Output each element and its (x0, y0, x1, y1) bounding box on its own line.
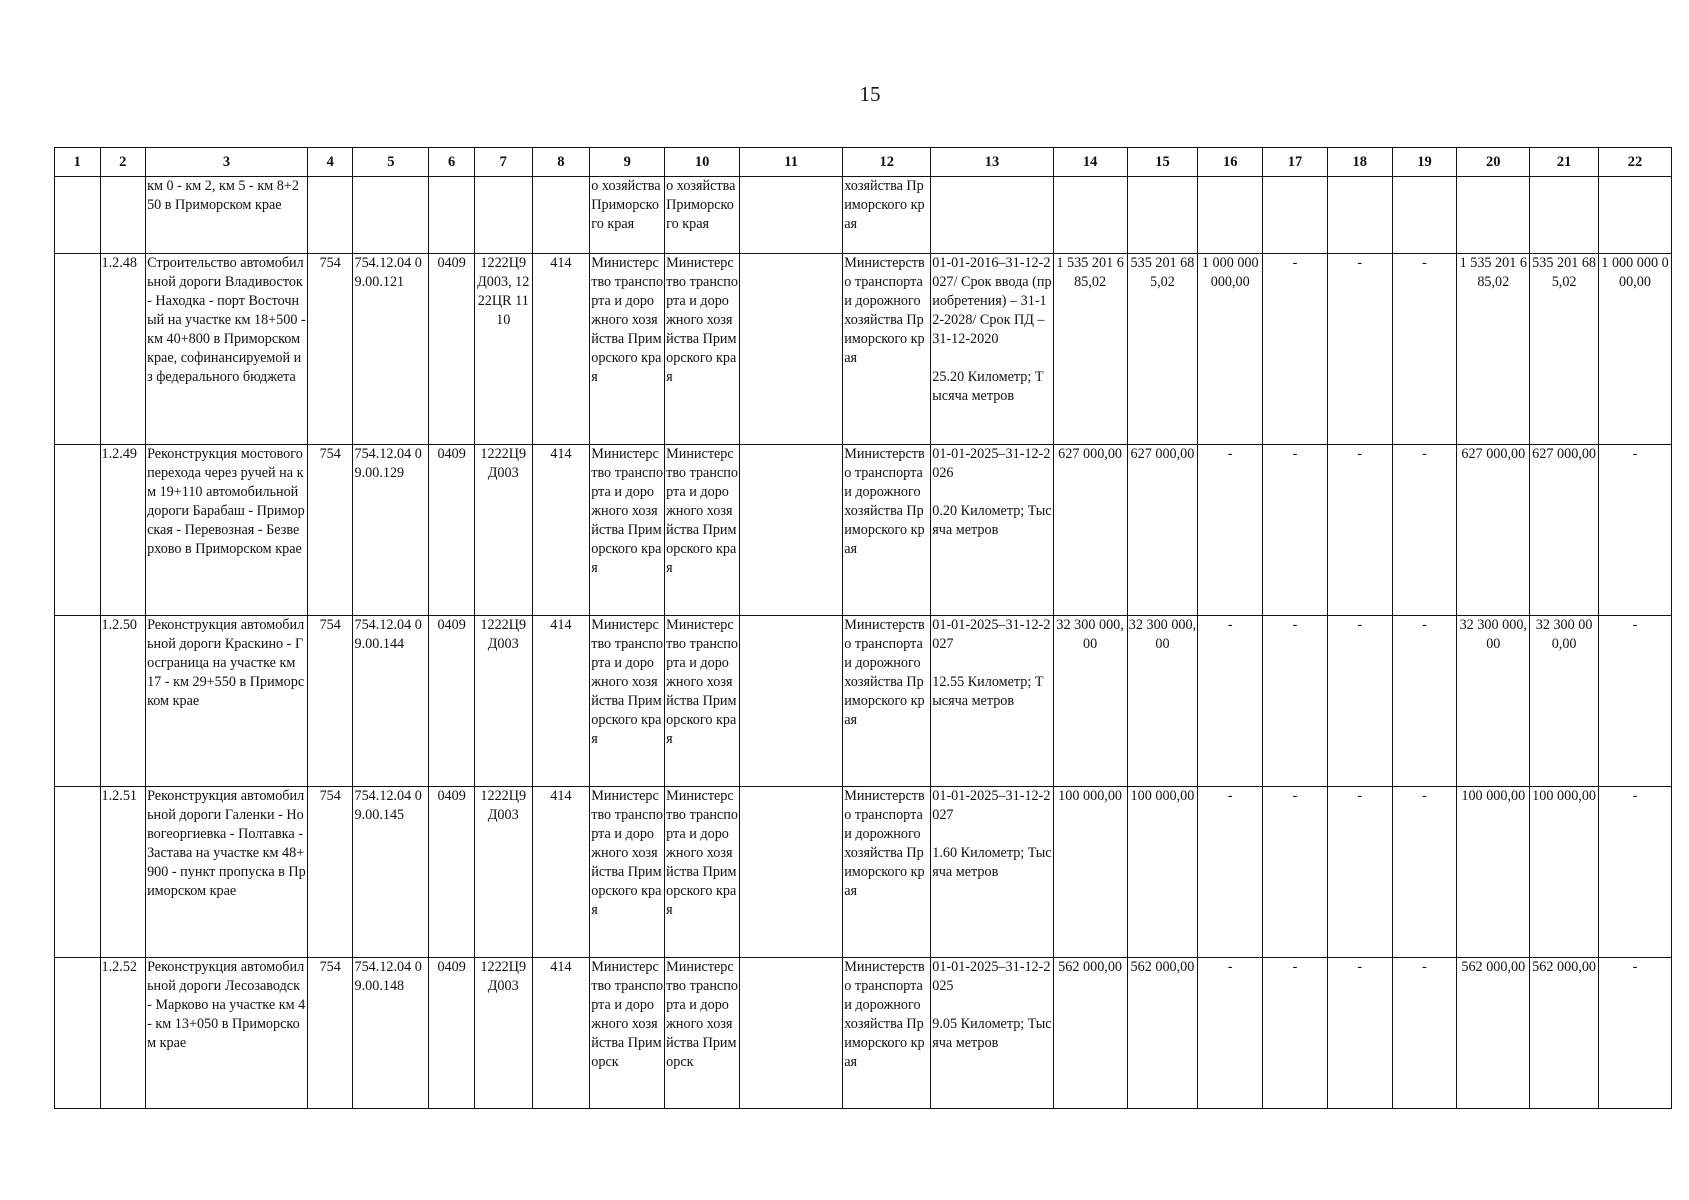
capacity: 0.20 Километр; Тысяча метров (932, 503, 1052, 538)
cell-code: 754 (307, 445, 353, 616)
cell-empty (740, 958, 843, 1109)
cell-target-article: 1222Ц9 Д003 (474, 445, 532, 616)
table-row (55, 445, 1672, 616)
cell (1127, 177, 1198, 254)
column-header: 11 (740, 148, 843, 177)
cell-object-code: 754.12.04 09.00.148 (353, 958, 429, 1109)
table-row-continuation (55, 177, 1672, 254)
cell-dash: - (1392, 787, 1457, 958)
cell-code: 754 (307, 787, 353, 958)
cell (1530, 177, 1599, 254)
cell-federal-2: - (1599, 445, 1672, 616)
period-dates: 01-01-2025–31-12-2026 (932, 446, 1051, 481)
cell (1053, 177, 1127, 254)
table-row (55, 616, 1672, 787)
column-header: 15 (1127, 148, 1198, 177)
cell-name: км 0 - км 2, км 5 - км 8+250 в Приморском крае (146, 177, 308, 254)
cell (931, 177, 1053, 254)
period-dates: 01-01-2025–31-12-2025 (932, 959, 1051, 994)
cell-total: 32 300 000,00 (1053, 616, 1127, 787)
column-header: 10 (665, 148, 740, 177)
column-header: 6 (429, 148, 475, 177)
cell-name: Реконструкция автомобильной дороги Лесозаводск - Марково на участке км 4 - км 13+050 в Приморском крае (146, 958, 308, 1109)
column-header: 5 (353, 148, 429, 177)
cell-code: 754 (307, 616, 353, 787)
period-dates: 01-01-2016–31-12-2027/ Срок ввода (приобретения) – 31-12-2028/ Срок ПД – 31-12-2020 (932, 255, 1052, 347)
capacity: 1.60 Километр; Тысяча метров (932, 845, 1052, 880)
cell (1198, 177, 1263, 254)
cell (429, 177, 475, 254)
period-dates: 01-01-2025–31-12-2027 (932, 617, 1051, 652)
cell-section: 0409 (429, 787, 475, 958)
cell-grbs: Министерство транспорта и дорожного хозяйства Приморского края (665, 254, 740, 445)
cell-name: Реконструкция автомобильной дороги Галенки - Новогеоргиевка - Полтавка - Застава на участке км 48+900 - пункт пропуска в Приморском крае (146, 787, 308, 958)
column-header: 7 (474, 148, 532, 177)
cell-regional: 562 000,00 (1127, 958, 1198, 1109)
cell-customer: о хозяйства Приморского края (590, 177, 665, 254)
cell-total-2: 562 000,00 (1457, 958, 1530, 1109)
cell-dash: - (1392, 445, 1457, 616)
cell-number: 1.2.49 (100, 445, 146, 616)
table-row (55, 254, 1672, 445)
cell-federal: - (1198, 445, 1263, 616)
cell-empty (740, 445, 843, 616)
cell-dash: - (1263, 787, 1328, 958)
cell-period (931, 445, 1053, 616)
cell-dash: - (1392, 616, 1457, 787)
column-header: 18 (1327, 148, 1392, 177)
capacity: 12.55 Километр; Тысяча метров (932, 674, 1044, 709)
cell-number: 1.2.52 (100, 958, 146, 1109)
header-row (55, 148, 1672, 177)
cell-federal-2: - (1599, 958, 1672, 1109)
cell-grbs: Министерство транспорта и дорожного хозяйства Приморского края (665, 787, 740, 958)
cell-total: 100 000,00 (1053, 787, 1127, 958)
cell-object-code: 754.12.04 09.00.121 (353, 254, 429, 445)
cell-regional-2: 32 300 000,00 (1530, 616, 1599, 787)
cell-dash: - (1392, 254, 1457, 445)
table-row (55, 787, 1672, 958)
cell-regional-2: 535 201 685,02 (1530, 254, 1599, 445)
cell-total-2: 1 535 201 685,02 (1457, 254, 1530, 445)
cell-object-code: 754.12.04 09.00.144 (353, 616, 429, 787)
column-header: 17 (1263, 148, 1328, 177)
cell-number: 1.2.51 (100, 787, 146, 958)
cell (307, 177, 353, 254)
cell-dash: - (1327, 787, 1392, 958)
cell (55, 787, 101, 958)
cell-number: 1.2.50 (100, 616, 146, 787)
cell (55, 445, 101, 616)
cell (353, 177, 429, 254)
column-header: 19 (1392, 148, 1457, 177)
cell-federal-2: - (1599, 787, 1672, 958)
cell-federal-2: - (1599, 616, 1672, 787)
cell-dash: - (1327, 616, 1392, 787)
column-header: 4 (307, 148, 353, 177)
column-header: 16 (1198, 148, 1263, 177)
cell-dash: - (1263, 958, 1328, 1109)
cell-section: 0409 (429, 958, 475, 1109)
cell-regional-2: 627 000,00 (1530, 445, 1599, 616)
cell (1392, 177, 1457, 254)
cell-expense-type: 414 (532, 254, 590, 445)
cell (1457, 177, 1530, 254)
cell-federal: 1 000 000 000,00 (1198, 254, 1263, 445)
cell-grbs: Министерство транспорта и дорожного хозяйства Приморского края (665, 445, 740, 616)
cell-regional: 32 300 000,00 (1127, 616, 1198, 787)
spacer (932, 996, 1051, 1015)
cell (1263, 177, 1328, 254)
cell (55, 616, 101, 787)
cell-section: 0409 (429, 445, 475, 616)
cell (100, 177, 146, 254)
column-header: 1 (55, 148, 101, 177)
column-header: 2 (100, 148, 146, 177)
cell-customer: Министерство транспорта и дорожного хозяйства Приморск (590, 958, 665, 1109)
cell-dash: - (1327, 445, 1392, 616)
spacer (932, 825, 1051, 844)
cell-target-article: 1222Ц9 Д003 (474, 616, 532, 787)
cell-regional-2: 562 000,00 (1530, 958, 1599, 1109)
cell-regional: 627 000,00 (1127, 445, 1198, 616)
cell (740, 177, 843, 254)
spacer (932, 483, 1051, 502)
cell-regional: 100 000,00 (1127, 787, 1198, 958)
column-header: 20 (1457, 148, 1530, 177)
cell-dash: - (1263, 616, 1328, 787)
cell-dash: - (1392, 958, 1457, 1109)
column-header: 21 (1530, 148, 1599, 177)
table-row (55, 958, 1672, 1109)
cell-regional-2: 100 000,00 (1530, 787, 1599, 958)
cell-name: Реконструкция мостового перехода через ручей на км 19+110 автомобильной дороги Барабаш - Приморская - Перевозная - Безверхово в Приморском крае (146, 445, 308, 616)
cell-number: 1.2.48 (100, 254, 146, 445)
cell-target-article: 1222Ц9 Д003, 1222ЦR 1110 (474, 254, 532, 445)
spacer (932, 654, 1051, 673)
cell-customer: Министерство транспорта и дорожного хозяйства Приморского края (590, 616, 665, 787)
cell-developer: Министерство транспорта и дорожного хозяйства Приморского края (843, 958, 931, 1109)
cell (55, 177, 101, 254)
cell-name: Реконструкция автомобильной дороги Краскино - Госграница на участке км 17 - км 29+550 в Приморском крае (146, 616, 308, 787)
cell (55, 254, 101, 445)
cell-developer: хозяйства Приморского края (843, 177, 931, 254)
cell-expense-type: 414 (532, 958, 590, 1109)
cell (1599, 177, 1672, 254)
column-header: 3 (146, 148, 308, 177)
cell-code: 754 (307, 958, 353, 1109)
column-header: 8 (532, 148, 590, 177)
cell-total: 1 535 201 685,02 (1053, 254, 1127, 445)
cell-dash: - (1327, 254, 1392, 445)
period-dates: 01-01-2025–31-12-2027 (932, 788, 1051, 823)
cell-federal: - (1198, 958, 1263, 1109)
cell (1327, 177, 1392, 254)
cell-target-article: 1222Ц9 Д003 (474, 787, 532, 958)
cell-total-2: 32 300 000,00 (1457, 616, 1530, 787)
cell-federal-2: 1 000 000 000,00 (1599, 254, 1672, 445)
cell-empty (740, 254, 843, 445)
capacity: 25.20 Километр; Тысяча метров (932, 369, 1044, 404)
column-header: 12 (843, 148, 931, 177)
cell-developer: Министерство транспорта и дорожного хозяйства Приморского края (843, 254, 931, 445)
budget-table (54, 147, 1672, 1109)
column-header: 22 (1599, 148, 1672, 177)
cell-period (931, 958, 1053, 1109)
cell-grbs: Министерство транспорта и дорожного хозяйства Приморского края (665, 616, 740, 787)
cell-total: 562 000,00 (1053, 958, 1127, 1109)
cell-dash: - (1327, 958, 1392, 1109)
cell-section: 0409 (429, 254, 475, 445)
cell (532, 177, 590, 254)
cell-object-code: 754.12.04 09.00.145 (353, 787, 429, 958)
cell-developer: Министерство транспорта и дорожного хозяйства Приморского края (843, 445, 931, 616)
column-header: 13 (931, 148, 1053, 177)
cell-total-2: 100 000,00 (1457, 787, 1530, 958)
cell-expense-type: 414 (532, 445, 590, 616)
cell-period (931, 787, 1053, 958)
cell-dash: - (1263, 445, 1328, 616)
cell-target-article: 1222Ц9 Д003 (474, 958, 532, 1109)
cell-regional: 535 201 685,02 (1127, 254, 1198, 445)
column-header: 9 (590, 148, 665, 177)
cell-section: 0409 (429, 616, 475, 787)
cell-period (931, 254, 1053, 445)
cell-grbs: Министерство транспорта и дорожного хозяйства Приморск (665, 958, 740, 1109)
cell-expense-type: 414 (532, 616, 590, 787)
cell-total: 627 000,00 (1053, 445, 1127, 616)
cell-code: 754 (307, 254, 353, 445)
cell-federal: - (1198, 787, 1263, 958)
cell (474, 177, 532, 254)
cell-customer: Министерство транспорта и дорожного хозяйства Приморского края (590, 445, 665, 616)
cell-period (931, 616, 1053, 787)
cell-federal: - (1198, 616, 1263, 787)
cell-empty (740, 787, 843, 958)
page-number: 15 (859, 82, 881, 106)
cell-customer: Министерство транспорта и дорожного хозяйства Приморского края (590, 787, 665, 958)
cell-object-code: 754.12.04 09.00.129 (353, 445, 429, 616)
cell-grbs: о хозяйства Приморского края (665, 177, 740, 254)
spacer (932, 349, 1051, 368)
cell-total-2: 627 000,00 (1457, 445, 1530, 616)
cell-dash: - (1263, 254, 1328, 445)
cell-expense-type: 414 (532, 787, 590, 958)
cell-name: Строительство автомобильной дороги Владивосток - Находка - порт Восточный на участке км 18+500 - км 40+800 в Приморском крае, софинансируемой из федерального бюджета (146, 254, 308, 445)
cell-customer: Министерство транспорта и дорожного хозяйства Приморского края (590, 254, 665, 445)
column-header: 14 (1053, 148, 1127, 177)
capacity: 9.05 Километр; Тысяча метров (932, 1016, 1052, 1051)
cell-empty (740, 616, 843, 787)
cell-developer: Министерство транспорта и дорожного хозяйства Приморского края (843, 616, 931, 787)
cell (55, 958, 101, 1109)
cell-developer: Министерство транспорта и дорожного хозяйства Приморского края (843, 787, 931, 958)
